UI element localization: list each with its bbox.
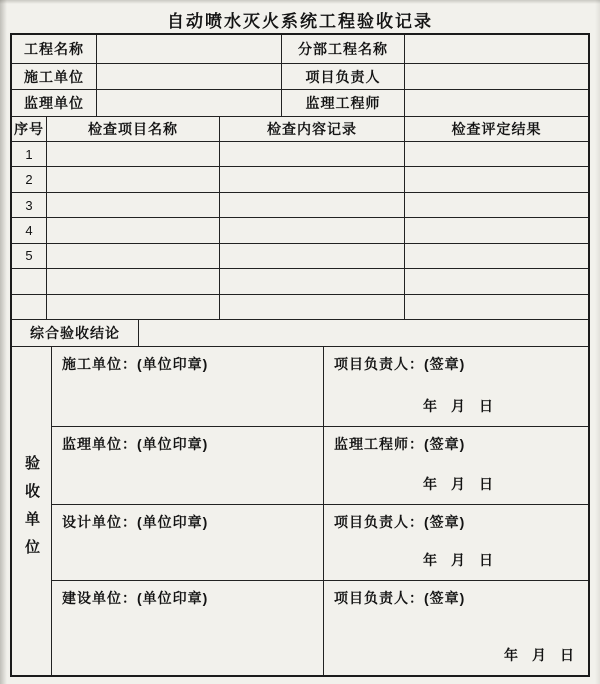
info-label-project-name: 工程名称 bbox=[12, 35, 97, 64]
form-title: 自动喷水灭火系统工程验收记录 bbox=[167, 12, 433, 31]
signoff-supervision-unit-cell bbox=[52, 427, 324, 505]
info-value-project-manager bbox=[405, 64, 588, 90]
check-row-result bbox=[405, 269, 588, 294]
signoff-owner-manager-cell bbox=[324, 581, 588, 675]
signoff-construction-unit-cell bbox=[52, 347, 324, 427]
check-row-result bbox=[405, 295, 588, 320]
info-value-supervision-unit bbox=[97, 90, 282, 117]
info-table bbox=[12, 35, 588, 117]
check-row-no: 3 bbox=[12, 193, 47, 218]
check-row-result bbox=[405, 167, 588, 192]
conclusion-row bbox=[12, 320, 588, 347]
info-label-project-manager: 项目负责人 bbox=[282, 64, 405, 90]
check-header-result: 检查评定结果 bbox=[405, 117, 588, 142]
check-row-no: 2 bbox=[12, 167, 47, 192]
check-header-no: 序号 bbox=[12, 117, 47, 142]
check-row-result bbox=[405, 218, 588, 243]
info-value-supervision-engineer bbox=[405, 90, 588, 117]
info-label-construction-unit: 施工单位 bbox=[12, 64, 97, 90]
check-row-record bbox=[220, 167, 405, 192]
signoff-construction-unit-label: 施工单位：(单位印章) bbox=[62, 356, 209, 372]
check-row-record bbox=[220, 244, 405, 269]
check-row-record bbox=[220, 269, 405, 294]
info-value-project-name bbox=[97, 35, 282, 64]
check-row-no: 5 bbox=[12, 244, 47, 269]
check-row-item bbox=[47, 142, 220, 167]
check-row-item bbox=[47, 295, 220, 320]
check-row-record bbox=[220, 218, 405, 243]
signoff-supervision-engineer-label: 监理工程师：(签章) bbox=[334, 436, 466, 452]
signoff-date-line: 年 月 日 bbox=[423, 552, 493, 568]
signoff-construction-manager-label: 项目负责人：(签章) bbox=[334, 356, 466, 372]
conclusion-label: 综合验收结论 bbox=[12, 320, 139, 347]
signoff-owner-unit-cell bbox=[52, 581, 324, 675]
check-row-no bbox=[12, 269, 47, 294]
info-label-subproject-name: 分部工程名称 bbox=[282, 35, 405, 64]
signoff-design-unit-label: 设计单位：(单位印章) bbox=[62, 514, 209, 530]
signoff-supervision-engineer-cell bbox=[324, 427, 588, 505]
check-table bbox=[12, 117, 588, 320]
check-row-record bbox=[220, 295, 405, 320]
check-row-no bbox=[12, 295, 47, 320]
check-row-item bbox=[47, 269, 220, 294]
signoff-owner-manager-label: 项目负责人：(签章) bbox=[334, 590, 466, 606]
check-row-record bbox=[220, 193, 405, 218]
check-row-result bbox=[405, 244, 588, 269]
conclusion-value bbox=[139, 320, 588, 347]
signoff-owner-unit-label: 建设单位：(单位印章) bbox=[62, 590, 209, 606]
signoff-date-line: 年 月 日 bbox=[504, 647, 574, 663]
info-label-supervision-engineer: 监理工程师 bbox=[282, 90, 405, 117]
check-row-item bbox=[47, 218, 220, 243]
signoff-supervision-unit-label: 监理单位：(单位印章) bbox=[62, 436, 209, 452]
info-value-subproject-name bbox=[405, 35, 588, 64]
check-header-item: 检查项目名称 bbox=[47, 117, 220, 142]
check-row-result bbox=[405, 193, 588, 218]
check-row-no: 4 bbox=[12, 218, 47, 243]
info-value-construction-unit bbox=[97, 64, 282, 90]
signoff-design-manager-label: 项目负责人：(签章) bbox=[334, 514, 466, 530]
form-table bbox=[10, 33, 590, 677]
check-row-item bbox=[47, 193, 220, 218]
check-header-record: 检查内容记录 bbox=[220, 117, 405, 142]
signoff-design-unit-cell bbox=[52, 505, 324, 581]
check-row-item bbox=[47, 244, 220, 269]
check-row-no: 1 bbox=[12, 142, 47, 167]
check-row-record bbox=[220, 142, 405, 167]
signoff-construction-manager-cell bbox=[324, 347, 588, 427]
signoff-design-manager-cell bbox=[324, 505, 588, 581]
signoff-date-line: 年 月 日 bbox=[423, 476, 493, 492]
check-row-result bbox=[405, 142, 588, 167]
signoff-date-line: 年 月 日 bbox=[423, 398, 493, 414]
signoff-side-label: 验收单位 bbox=[12, 347, 52, 675]
signoff-section bbox=[12, 347, 588, 675]
check-row-item bbox=[47, 167, 220, 192]
info-label-supervision-unit: 监理单位 bbox=[12, 90, 97, 117]
